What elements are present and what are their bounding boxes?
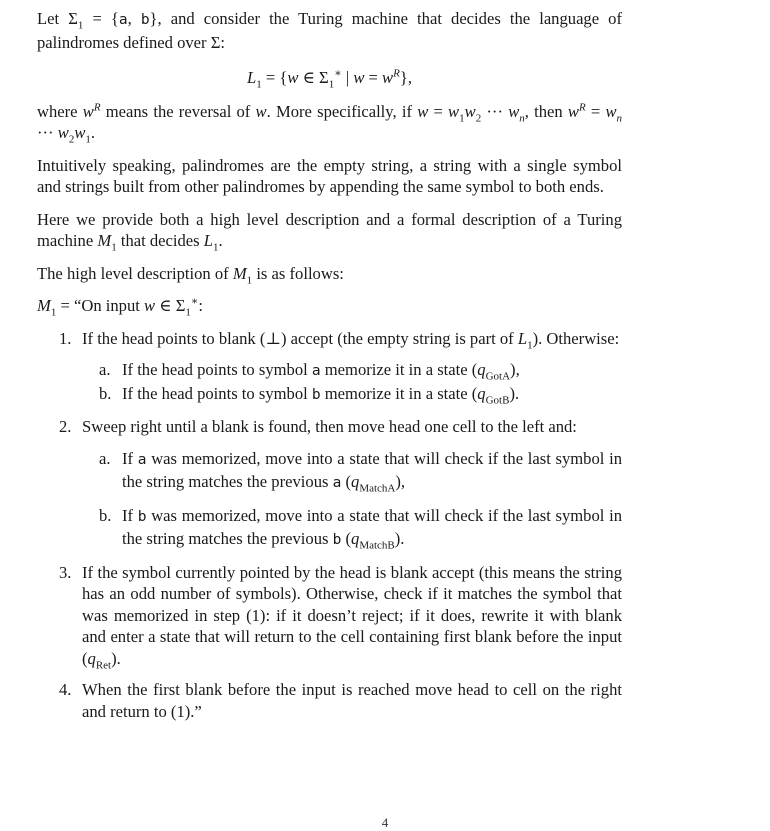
page-number: 4 xyxy=(381,815,389,830)
machine-start: $M_1$ = “On input w ∈ $\Sigma_1^∗$: xyxy=(37,295,203,319)
step-number: 3. xyxy=(59,562,72,582)
step-number: 2. xyxy=(59,417,72,436)
step-1: 1. If the head points to blank (⊥) accept (the empty string is part of $L_1$). Otherwise: a. If the head points to symbol a memorize it in a state $(q_{GotA})$, b. If the head points to symbol b memorize it in a state $(q_{GotB})$. xyxy=(37,328,622,407)
provide-paragraph: Here we provide both a high level description and a formal description of a Turing machine $M_1$ that decides $L_1$. xyxy=(37,209,622,254)
step-number: 1. xyxy=(59,328,72,348)
step-4 xyxy=(37,679,622,722)
step-number: 4. xyxy=(59,680,72,699)
step-4-text: When the first blank before the input is reached move head to cell on the right and return to (1).” xyxy=(82,680,622,721)
intro-paragraph: Let $\Sigma_1 = \{a$, b}, and consider the Turing machine that decides the language of palindromes defined over Σ: xyxy=(37,9,623,52)
step-3: 3. If the symbol currently pointed by the head is blank accept (this means the string has an odd number of symbols). Otherwise, check if it matches the symbol that was memorized in step (1): if it doesn’t reject; if it does, rewrite it with blank and enter a state that will return to the cell containing first blank before the input $(q_{Ret})$. xyxy=(59,562,622,671)
step-1a: a. If the head points to symbol a memorize it in a state $(q_{GotA})$, xyxy=(99,360,520,383)
steps-list xyxy=(37,328,622,723)
intuition-paragraph: Intuitively speaking, palindromes are the empty string, a string with a single symbol and strings built from other palindromes by appending the same symbol to both ends. xyxy=(37,155,622,196)
substep-letter: b. xyxy=(99,383,112,403)
high-level-heading: The high level description of $M_1$ is as follows: xyxy=(37,263,344,286)
substep-letter: b. xyxy=(99,505,112,525)
step-1b: b. If the head points to symbol b memorize it in a state $(q_{GotB})$. xyxy=(99,383,520,406)
step-2b: b. If b was memorized, move into a state that will check if the last symbol in the string matches the previous b $(q_{MatchB})$. xyxy=(99,505,622,552)
palindrome-language-equation: $L_1 = \{w$ ∈ $\Sigma_1^∗$ | $w = w^R$}, xyxy=(247,67,412,91)
step-2: 2. Sweep right until a blank is found, then move head one cell to the left and: a. If a was memorized, move into a state that will check if the last symbol in the string matches the previous a $(q_{MatchA})$, b. If b was memorized, move into a state that will check if the last symbol in the string matches the previous b $(q_{MatchB})$. xyxy=(59,417,622,552)
document-page xyxy=(37,8,622,732)
step-1-substeps xyxy=(82,359,622,406)
substep-letter: a. xyxy=(99,448,111,468)
reversal-definition: where $w^R$ means the reversal of w. More specifically, if $w = w_1w_2$ ··· $w_n$, then $w^R = w_n$ ··· $w_2w_1$. xyxy=(37,100,623,146)
step-2a: a. If a was memorized, move into a state that will check if the last symbol in the string matches the previous a $(q_{MatchA})$, xyxy=(99,448,622,495)
step-2-substeps xyxy=(82,448,622,552)
substep-letter: a. xyxy=(99,360,111,379)
